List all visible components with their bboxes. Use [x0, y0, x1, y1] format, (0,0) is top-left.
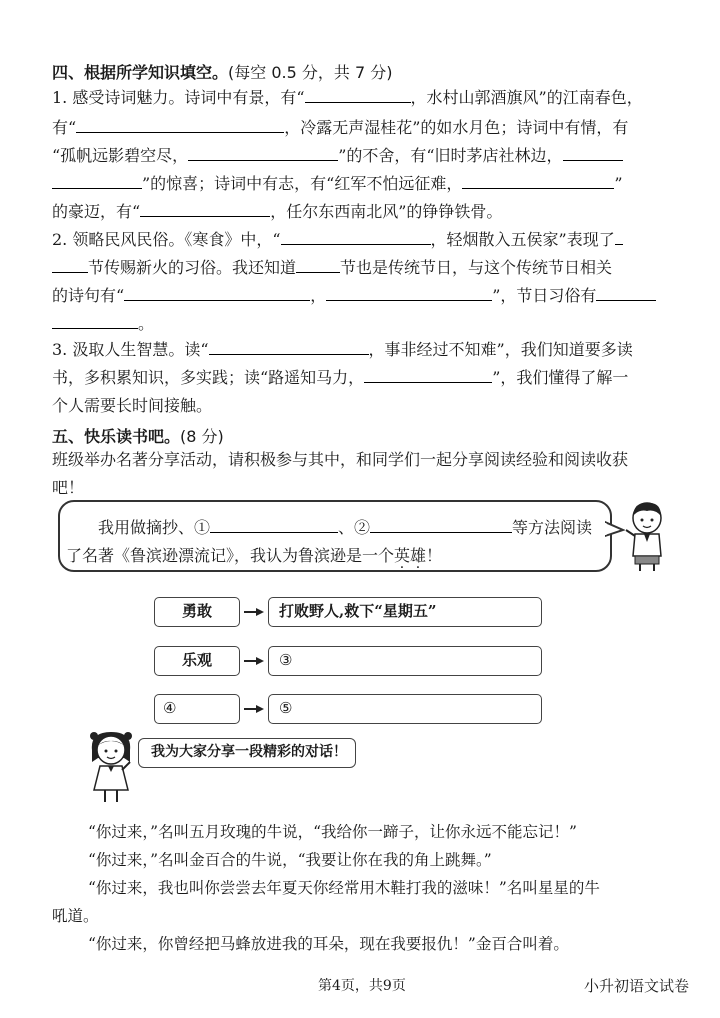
q3-blank-1[interactable]: [209, 341, 369, 355]
section4-title: 四、根据所学知识填空。: [52, 63, 229, 82]
q1-line3: “孤帆远影碧空尽， ”的不舍，有“旧时茅店社林边，: [52, 146, 623, 166]
section5-intro-line1: 班级举办名著分享活动，请积极参与其中，和同学们一起分享阅读经验和阅读收获: [52, 450, 629, 469]
evidence-box-3[interactable]: ⑤: [268, 694, 542, 724]
q1-blank-2[interactable]: [76, 119, 284, 133]
q1-line1: 1. 感受诗词魅力。诗词中有景，有“ ，水村山郭酒旗风”的江南春色，: [52, 88, 643, 107]
q2-line2: 节传赐新火的习俗。我还知道 节也是传统节日，与这个传统节日相关: [52, 258, 612, 278]
girl-student-illustration: [84, 728, 138, 804]
q1-blank-6[interactable]: [140, 203, 270, 217]
q2-blank-3[interactable]: [296, 259, 340, 273]
q1-blank-1[interactable]: [305, 89, 411, 103]
q1-line4: ”的惊喜；诗词中有志，有“红军不怕远征难， ”: [52, 174, 623, 194]
section4-heading: [52, 60, 392, 83]
bubble-line2: 了名著《鲁滨逊漂流记》，我认为鲁滨逊是一个英雄！: [66, 546, 443, 565]
q1-blank-5[interactable]: [462, 175, 614, 189]
section5-heading: [52, 424, 224, 447]
section5-intro-line2: 吧！: [52, 478, 85, 497]
story-paragraph-4: “你过来，你曾经把马蜂放进我的耳朵，现在我要报仇！”金百合叫着。: [88, 935, 569, 953]
q3-line1: 3. 汲取人生智慧。读“ ，事非经过不知难”，我们知道要多读: [52, 340, 633, 359]
q2-blank-2b[interactable]: [52, 259, 88, 273]
q2-line1: 2. 领略民风民俗。《寒食》中，“ ，轻烟散入五侯家”表现了: [52, 230, 623, 250]
story-paragraph-2: “你过来，”名叫金百合的牛说，“我要让你在我的角上跳舞。”: [88, 851, 492, 869]
section5-score-note: (8 分): [180, 427, 224, 446]
exam-label: 小升初语文试卷: [584, 977, 690, 995]
trait-box-1: 勇敢: [154, 597, 240, 627]
q2-blank-1[interactable]: [281, 231, 431, 245]
q2-blank-5[interactable]: [326, 287, 492, 301]
arrow-right-icon: [244, 607, 264, 617]
section4-score-note: (每空 0.5 分，共 7 分): [228, 63, 393, 82]
q1-blank-3[interactable]: [188, 147, 338, 161]
q3-blank-2[interactable]: [364, 369, 492, 383]
method-blank-2[interactable]: [370, 519, 512, 533]
q3-line2: 书，多积累知识，多实践；读“路遥知马力， ”，我们懂得了解一: [52, 368, 629, 387]
method-blank-1[interactable]: [210, 519, 338, 533]
trait-box-2: 乐观: [154, 646, 240, 676]
story-paragraph-1: “你过来，”名叫五月玫瑰的牛说，“我给你一蹄子，让你永远不能忘记！”: [88, 823, 577, 841]
q2-blank-2a[interactable]: [615, 231, 623, 245]
trait-box-3[interactable]: ④: [154, 694, 240, 724]
boy-student-illustration: [622, 500, 672, 572]
arrow-right-icon: [244, 656, 264, 666]
share-speech-bubble: 我为大家分享一段精彩的对话！: [138, 738, 356, 768]
q2-blank-6a[interactable]: [596, 287, 656, 301]
q1-line2: 有“ ，冷露无声湿桂花”的如水月色；诗词中有情，有: [52, 118, 629, 137]
bubble-line1: 我用做摘抄、① 、② 等方法阅读: [98, 518, 593, 537]
story-paragraph-3: “你过来，我也叫你尝尝去年夏天你经常用木鞋打我的滋味！”名叫星星的牛: [88, 879, 600, 897]
q2-blank-4[interactable]: [124, 287, 310, 301]
evidence-box-2[interactable]: ③: [268, 646, 542, 676]
q3-line3: 个人需要长时间接触。: [52, 396, 213, 415]
page-number: 第4页，共9页: [318, 978, 406, 994]
q1-line5: 的豪迈，有“ ，任尔东西南北风”的铮铮铁骨。: [52, 202, 503, 221]
evidence-box-1: 打败野人,救下“星期五”: [268, 597, 542, 627]
q1-blank-4a[interactable]: [563, 147, 623, 161]
q2-blank-6b[interactable]: [52, 315, 138, 329]
story-paragraph-3-cont: 吼道。: [52, 907, 99, 925]
q2-line3: 的诗句有“ ， ”，节日习俗有: [52, 286, 656, 306]
q1-blank-4b[interactable]: [52, 175, 142, 189]
arrow-right-icon: [244, 704, 264, 714]
section5-title: 五、快乐读书吧。: [52, 427, 181, 446]
q2-line4: 。: [52, 314, 154, 334]
